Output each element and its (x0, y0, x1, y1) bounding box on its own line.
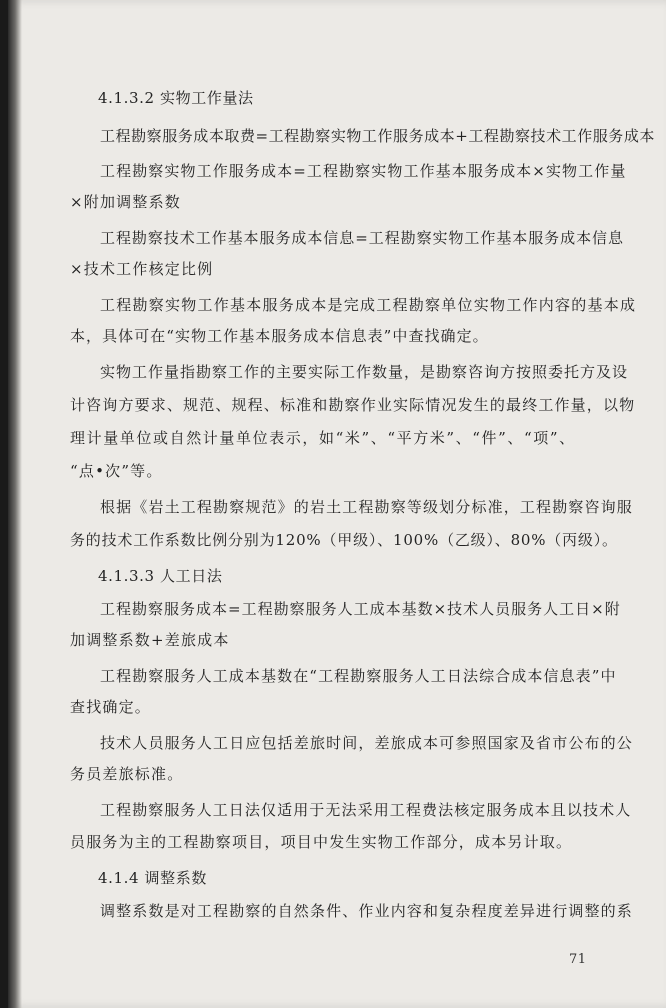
paragraph-line: 本，具体可在“实物工作基本服务成本信息表”中查找确定。 (70, 327, 489, 345)
paragraph-line: 加调整系数+差旅成本 (70, 631, 230, 649)
paragraph-line: 技术人员服务人工日应包括差旅时间，差旅成本可参照国家及省市公布的公 (100, 734, 633, 752)
document-page (8, 0, 666, 1008)
paragraph-line: 根据《岩土工程勘察规范》的岩土工程勘察等级划分标准，工程勘察咨询服 (100, 498, 633, 516)
paragraph-line: 务员差旅标准。 (70, 765, 184, 783)
paragraph-line: 实物工作量指勘察工作的主要实际工作数量，是勘察咨询方按照委托方及设 (100, 363, 629, 381)
paragraph-line: “点•次”等。 (70, 462, 163, 480)
paragraph-line: 工程勘察服务人工成本基数在“工程勘察服务人工日法综合成本信息表”中 (100, 667, 617, 685)
paragraph-line: 务的技术工作系数比例分别为120%（甲级）、100%（乙级）、80%（丙级）。 (70, 531, 618, 549)
section-heading-4-1-3-3: 4.1.3.3 人工日法 (98, 567, 223, 585)
paragraph-line: 理计量单位或自然计量单位表示，如“米”、“平方米”、“件”、“项”、 (70, 429, 576, 447)
paragraph-line: 工程勘察服务人工日法仅适用于无法采用工程费法核定服务成本且以技术人 (100, 801, 632, 819)
paragraph-line: 工程勘察服务成本=工程勘察服务人工成本基数×技术人员服务人工日×附 (100, 600, 621, 618)
page-number: 71 (569, 952, 587, 967)
paragraph-line: 调整系数是对工程勘察的自然条件、作业内容和复杂程度差异进行调整的系 (100, 902, 633, 920)
section-heading-4-1-3-2: 4.1.3.2 实物工作量法 (98, 89, 254, 107)
paragraph-line: 员服务为主的工程勘察项目，项目中发生实物工作部分，成本另计取。 (70, 833, 573, 851)
paragraph-line: 计咨询方要求、规范、规程、标准和勘察作业实际情况发生的最终工作量，以物 (70, 396, 636, 414)
paragraph-line: 工程勘察技术工作基本服务成本信息=工程勘察实物工作基本服务成本信息 (100, 229, 624, 247)
paragraph-line: ×附加调整系数 (70, 193, 181, 211)
paragraph-line: 查找确定。 (70, 698, 152, 716)
page-edge-shadow (8, 0, 22, 1008)
paragraph-line: ×技术工作核定比例 (70, 260, 214, 278)
paragraph-line: 工程勘察实物工作基本服务成本是完成工程勘察单位实物工作内容的基本成 (100, 296, 637, 314)
paragraph-line: 工程勘察实物工作服务成本=工程勘察实物工作基本服务成本×实物工作量 (100, 162, 627, 180)
section-heading-4-1-4: 4.1.4 调整系数 (98, 869, 207, 887)
paragraph-line: 工程勘察服务成本取费=工程勘察实物工作服务成本+工程勘察技术工作服务成本 (100, 127, 655, 145)
